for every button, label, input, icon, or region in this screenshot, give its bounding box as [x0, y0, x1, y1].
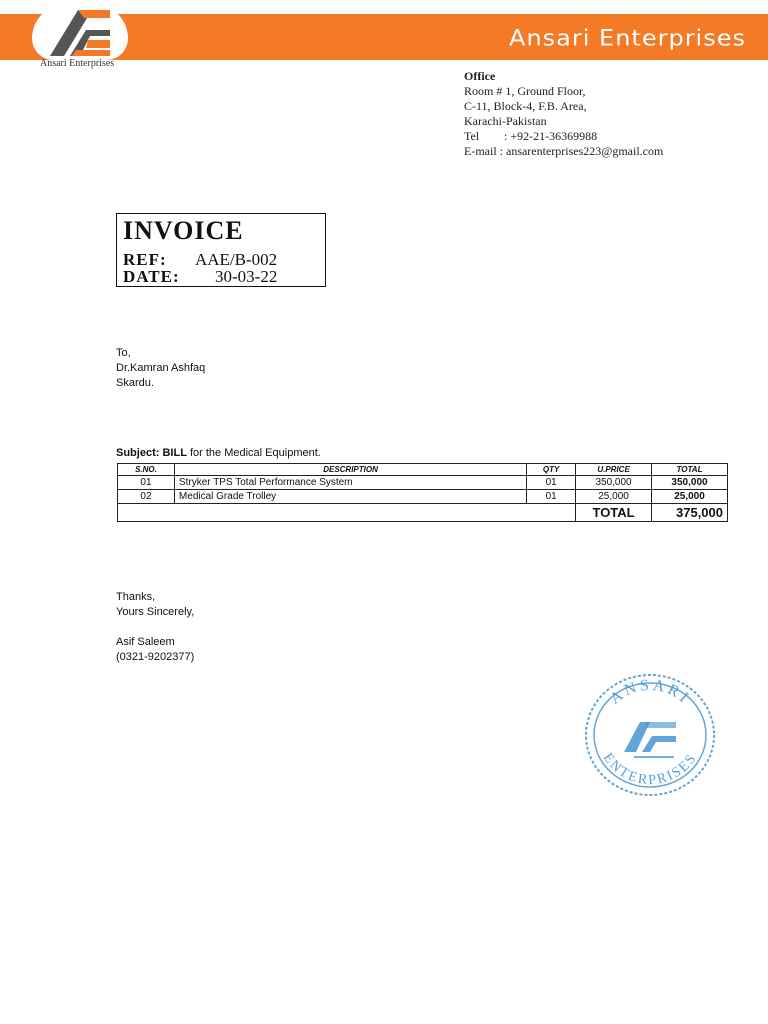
ref-label: REF: [123, 250, 167, 269]
total-value: 375,000 [652, 504, 728, 522]
office-line-2: C-11, Block-4, F.B. Area, [464, 99, 587, 113]
ref-value: AAE/B-002 [195, 250, 278, 269]
invoice-date [123, 267, 277, 287]
cell-qty: 01 [527, 476, 576, 490]
company-stamp [580, 670, 720, 800]
stamp-text-top: ANSARI [606, 676, 694, 708]
closing-sign-off: Yours Sincerely, [116, 606, 195, 618]
items-table [117, 463, 728, 522]
closing-thanks: Thanks, [116, 591, 156, 603]
header-qty: QTY [527, 464, 576, 476]
header-sno: S.NO. [118, 464, 175, 476]
subject-label: Subject: [116, 447, 160, 459]
total-blank-cell [118, 504, 576, 522]
total-label: TOTAL [576, 504, 652, 522]
recipient-name: Dr.Kamran Ashfaq [116, 362, 206, 374]
cell-unit-price: 350,000 [576, 476, 652, 490]
office-email: E-mail : ansarenterprises223@gmail.com [464, 144, 664, 158]
signatory-name: Asif Saleem [116, 636, 175, 648]
table-total-row [118, 504, 728, 522]
date-label: DATE: [123, 267, 180, 286]
tel-label: Tel [464, 129, 480, 143]
header-unit-price: U.PRICE [576, 464, 652, 476]
tel-value: : +92-21-36369988 [504, 129, 598, 143]
header-description: DESCRIPTION [174, 464, 526, 476]
company-name: Ansari Enterprises [509, 25, 746, 51]
table-row [118, 490, 728, 504]
cell-description: Medical Grade Trolley [174, 490, 526, 504]
subject-bill: BILL [162, 447, 187, 459]
invoice-title: INVOICE [123, 216, 244, 245]
table-row [118, 476, 728, 490]
office-title: Office [464, 69, 496, 83]
invoice-box [116, 213, 326, 287]
company-logo-icon [40, 6, 120, 58]
recipient-city: Skardu. [116, 377, 154, 389]
cell-sno: 01 [118, 476, 175, 490]
subject-text: for the Medical Equipment. [186, 447, 321, 459]
cell-sno: 02 [118, 490, 175, 504]
closing-block [116, 590, 194, 665]
office-address [464, 69, 663, 159]
stamp-text-bottom: ENTERPRISES [599, 750, 701, 789]
office-tel [464, 129, 663, 144]
cell-description: Stryker TPS Total Performance System [174, 476, 526, 490]
cell-total: 350,000 [652, 476, 728, 490]
cell-total: 25,000 [652, 490, 728, 504]
recipient-to: To, [116, 347, 131, 359]
cell-unit-price: 25,000 [576, 490, 652, 504]
recipient-block [116, 346, 205, 391]
subject-line [116, 447, 321, 459]
header-total: TOTAL [652, 464, 728, 476]
date-value: 30-03-22 [215, 267, 278, 286]
signatory-phone: (0321-9202377) [116, 651, 195, 663]
office-line-3: Karachi-Pakistan [464, 114, 547, 128]
logo-caption: Ansari Enterprises [40, 58, 115, 69]
office-line-1: Room # 1, Ground Floor, [464, 84, 586, 98]
cell-qty: 01 [527, 490, 576, 504]
table-header-row [118, 464, 728, 476]
